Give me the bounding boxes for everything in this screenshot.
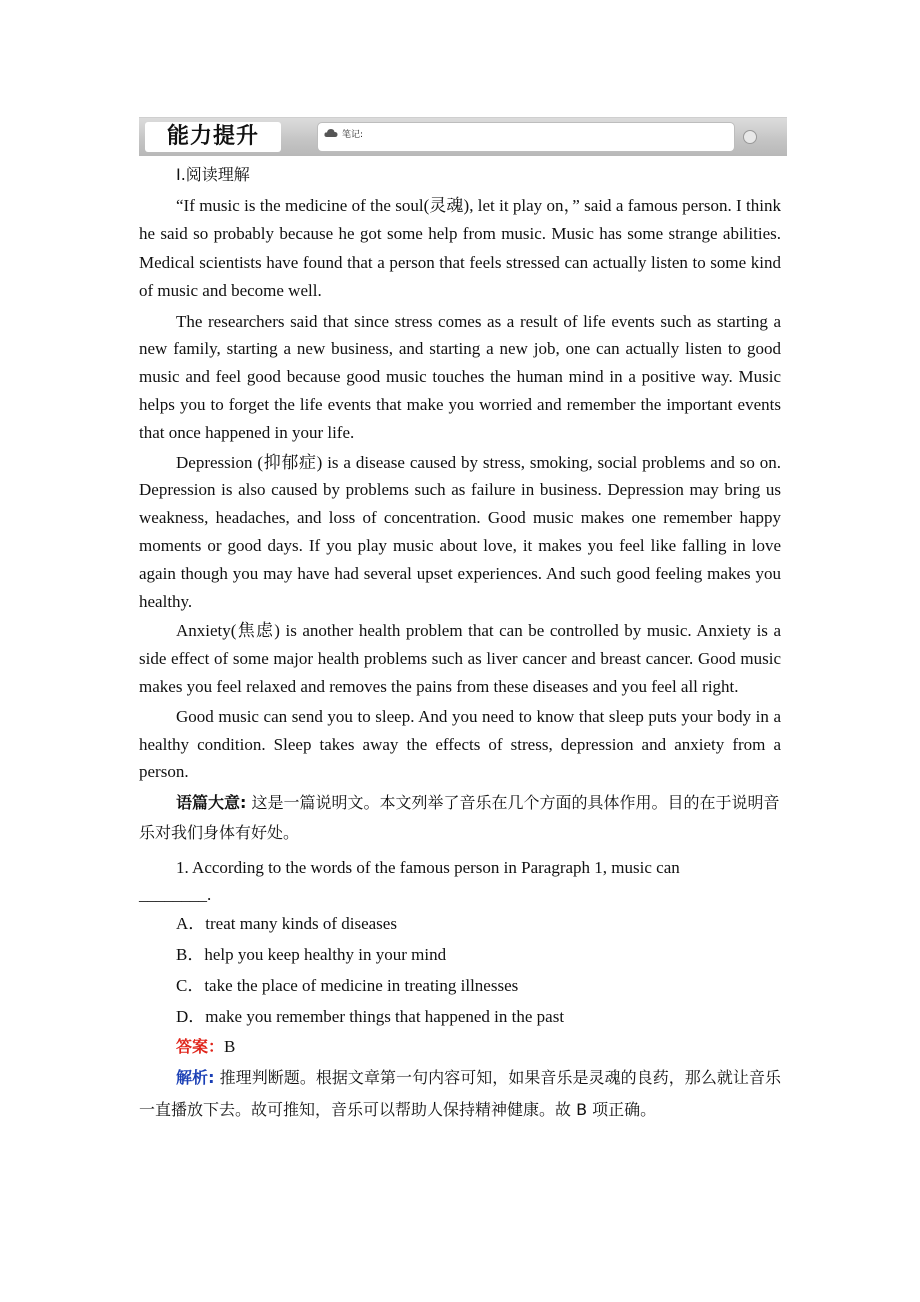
section-banner <box>139 117 787 156</box>
summary-label: 语篇大意: <box>176 793 247 813</box>
option-a[interactable]: A．treat many kinds of diseases <box>176 914 397 934</box>
passage-paragraph-4: Anxiety(焦虑) is another health problem that can be controlled by music. Anxiety is a side effect of some major health problems such as liver cancer and breast cancer. Good music makes you feel relaxed and removes the pains from these diseases and you feel all right. <box>139 621 781 696</box>
notes-field[interactable] <box>317 122 735 152</box>
cloud-icon <box>324 128 338 138</box>
passage-paragraph-1: “If music is the medicine of the soul(灵魂), let it play on，” said a famous person. I think he said so probably because he got some help from music. Music has some strange abilities. Medical scientists have found that a person that feels stressed can actually listen to some kind of music and become well. <box>139 196 781 301</box>
notes-label: 笔记: <box>342 130 364 140</box>
analysis-line <box>139 1062 781 1126</box>
document-body <box>139 158 781 1126</box>
analysis-text: 推理判断题。根据文章第一句内容可知，如果音乐是灵魂的良药，那么就让音乐一直播放下去。故可推知，音乐可以帮助人保持精神健康。故 B 项正确。 <box>139 1068 781 1120</box>
banner-title: 能力提升 <box>145 122 281 152</box>
analysis-label: 解析: <box>176 1068 215 1088</box>
answer-value: B <box>224 1037 236 1057</box>
pin-icon <box>743 130 757 144</box>
summary-text: 这是一篇说明文。本文列举了音乐在几个方面的具体作用。目的在于说明音乐对我们身体有好处。 <box>139 793 780 843</box>
passage-paragraph-5: Good music can send you to sleep. And you need to know that sleep puts your body in a healthy condition. Sleep takes away the effects of stress, depression and anxiety from a person. <box>139 706 781 782</box>
answer-line <box>139 1032 781 1062</box>
section-heading: Ⅰ.阅读理解 <box>176 165 250 184</box>
passage-summary <box>139 788 781 848</box>
option-b[interactable]: B．help you keep healthy in your mind <box>176 945 447 965</box>
question-blank: ________. <box>139 885 212 905</box>
option-c[interactable]: C．take the place of medicine in treating illnesses <box>176 976 519 996</box>
option-d[interactable]: D．make you remember things that happened in the past <box>176 1007 565 1027</box>
passage-paragraph-3: Depression (抑郁症) is a disease caused by stress, smoking, social problems and so on. Depression is also caused by problems such as failure in business. Depression may bring us weakness, headaches, and loss of concentration. Good music makes one remember happy moments or good days. If you play music about love, it makes you feel like falling in love again though you may have had several upset experiences. And such good feeling makes you healthy. <box>139 452 781 611</box>
question-stem: 1. According to the words of the famous person in Paragraph 1, music can <box>176 858 680 878</box>
answer-label: 答案： <box>176 1037 225 1057</box>
passage-paragraph-2: The researchers said that since stress comes as a result of life events such as starting a new family, starting a new business, and starting a new job, one can actually listen to good music and feel good because good music touches the human mind in a positive way. Music helps you to forget the life events that make you worried and remember the important events that once happened in your life. <box>139 311 781 442</box>
answer-options <box>139 908 781 1032</box>
